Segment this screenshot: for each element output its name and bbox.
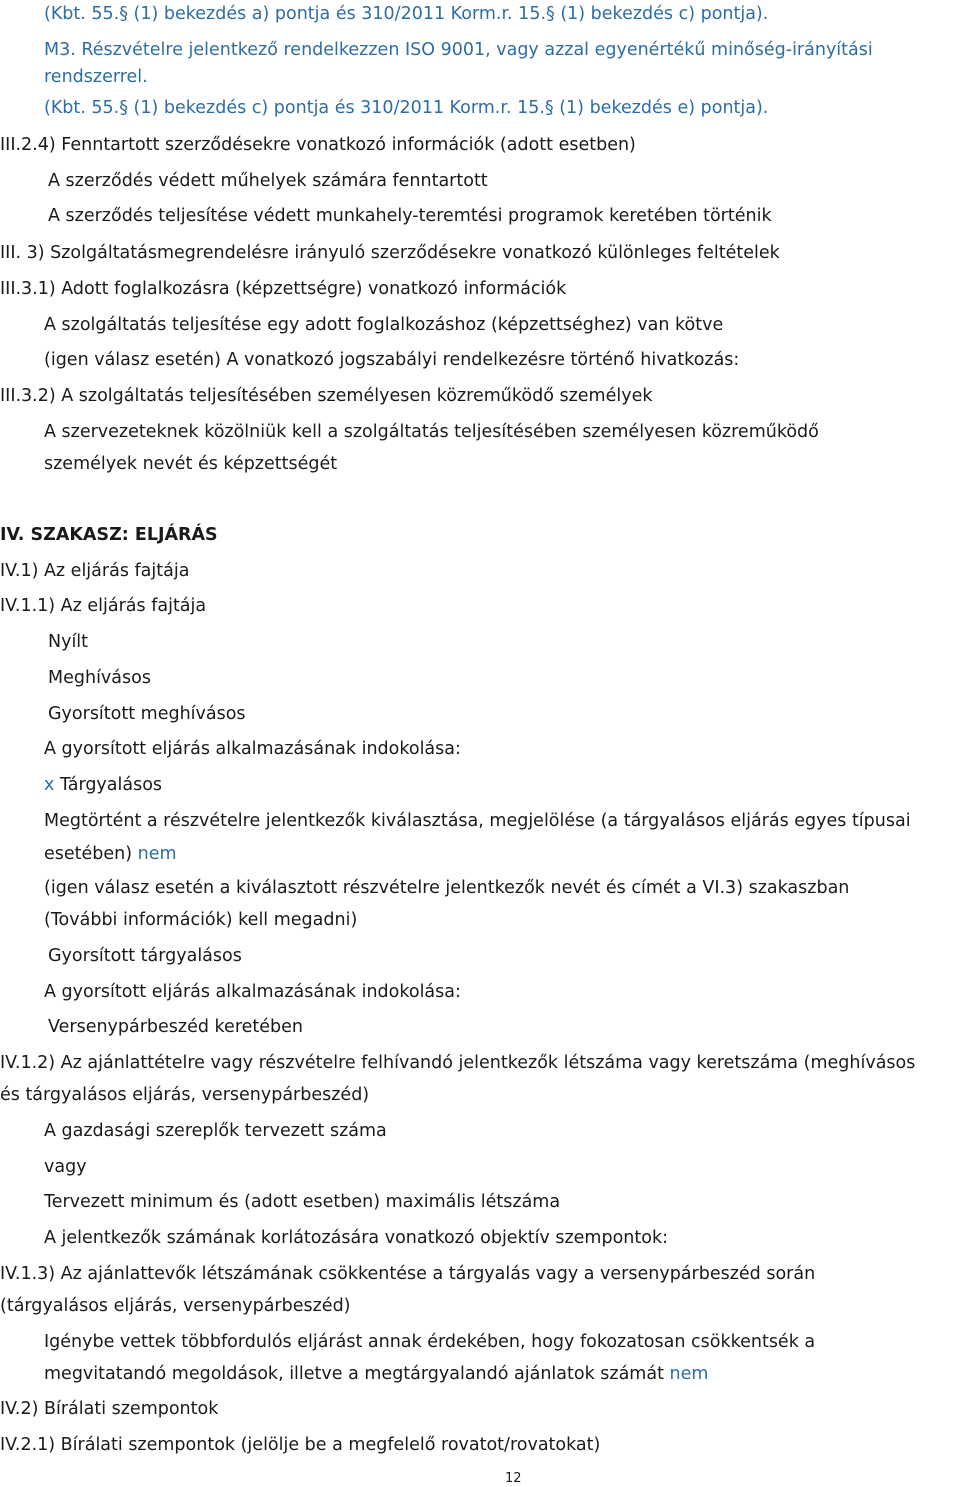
body-text: A gazdasági szereplők tervezett száma — [44, 1121, 387, 1141]
body-text: Megtörtént a részvételre jelentkezők kiválasztása, megjelölése (a tárgyalásos eljárás egyes típusai — [44, 811, 911, 831]
body-text: (igen válasz esetén) A vonatkozó jogszabályi rendelkezésre történő hivatkozás: — [44, 350, 740, 370]
option-text: Gyorsított tárgyalásos — [48, 946, 242, 966]
body-text: A szervezeteknek közölniük kell a szolgáltatás teljesítésében személyesen közreműködő — [44, 422, 819, 442]
body-text: A gyorsított eljárás alkalmazásának indokolása: — [44, 739, 461, 759]
section-heading-iii-3-1: III.3.1) Adott foglalkozásra (képzettségre) vonatkozó információk — [0, 279, 567, 299]
body-text: Igénybe vettek többfordulós eljárást annak érdekében, hogy fokozatosan csökkentsék a — [44, 1332, 816, 1352]
body-text-cont: személyek nevét és képzettségét — [44, 454, 338, 474]
body-text-cont — [44, 844, 177, 864]
option-text: A szerződés védett műhelyek számára fenntartott — [48, 171, 488, 191]
body-text: A szolgáltatás teljesítése egy adott foglalkozáshoz (képzettséghez) van kötve — [44, 315, 724, 335]
page-number: 12 — [505, 1471, 522, 1486]
legal-reference-text: (Kbt. 55.§ (1) bekezdés c) pontja és 310/2011 Korm.r. 15.§ (1) bekezdés e) pontja). — [44, 98, 769, 118]
requirement-m3-text: M3. Részvételre jelentkező rendelkezzen ISO 9001, vagy azzal egyenértékű minőség-irányítási — [44, 40, 873, 60]
body-text: (igen válasz esetén a kiválasztott részvételre jelentkezők nevét és címét a VI.3) szakaszban — [44, 878, 850, 898]
section-heading-iii-3-2: III.3.2) A szolgáltatás teljesítésében személyesen közreműködő személyek — [0, 386, 653, 406]
body-text: A jelentkezők számának korlátozására vonatkozó objektív szempontok: — [44, 1228, 668, 1248]
selected-mark: x — [44, 775, 55, 795]
body-text: vagy — [44, 1157, 87, 1177]
legal-reference-text: (Kbt. 55.§ (1) bekezdés a) pontja és 310/2011 Korm.r. 15.§ (1) bekezdés c) pontja). — [44, 4, 769, 24]
section-heading-iv-2: IV.2) Bírálati szempontok — [0, 1399, 219, 1419]
section-heading-iv-1-1: IV.1.1) Az eljárás fajtája — [0, 596, 207, 616]
section-title-iv: IV. SZAKASZ: ELJÁRÁS — [0, 525, 218, 545]
answer-value: nem — [669, 1364, 709, 1384]
option-text: Meghívásos — [48, 668, 151, 688]
selected-option — [44, 775, 162, 795]
section-heading-iii-3: III. 3) Szolgáltatásmegrendelésre irányuló szerződésekre vonatkozó különleges feltételek — [0, 243, 780, 263]
section-heading-iv-1-3: IV.1.3) Az ajánlattevők létszámának csökkentése a tárgyalás vagy a versenypárbeszéd során — [0, 1264, 816, 1284]
option-text: A szerződés teljesítése védett munkahely-teremtési programok keretében történik — [48, 206, 772, 226]
option-text: Versenypárbeszéd keretében — [48, 1017, 303, 1037]
body-text-cont — [44, 1364, 708, 1384]
section-heading-iv-1-3-cont: (tárgyalásos eljárás, versenypárbeszéd) — [0, 1296, 351, 1316]
answer-value: nem — [137, 844, 177, 864]
option-text: Gyorsított meghívásos — [48, 704, 246, 724]
section-heading-iv-2-1: IV.2.1) Bírálati szempontok (jelölje be a megfelelő rovatot/rovatokat) — [0, 1435, 601, 1455]
option-label: Tárgyalásos — [54, 775, 163, 795]
body-text: Tervezett minimum és (adott esetben) maximális létszáma — [44, 1192, 561, 1212]
option-text: Nyílt — [48, 632, 89, 652]
body-text-cont: (További információk) kell megadni) — [44, 910, 358, 930]
text-fragment: megvitatandó megoldások, illetve a megtárgyalandó ajánlatok számát — [44, 1364, 670, 1384]
section-heading-iv-1-2-cont: és tárgyalásos eljárás, versenypárbeszéd) — [0, 1085, 370, 1105]
section-heading-iv-1-2: IV.1.2) Az ajánlattételre vagy részvételre felhívandó jelentkezők létszáma vagy keretszáma (meghívásos — [0, 1053, 916, 1073]
text-fragment: esetében) — [44, 844, 138, 864]
requirement-m3-text-cont: rendszerrel. — [44, 67, 148, 87]
section-heading-iv-1: IV.1) Az eljárás fajtája — [0, 561, 190, 581]
section-heading-iii-2-4: III.2.4) Fenntartott szerződésekre vonatkozó információk (adott esetben) — [0, 135, 636, 155]
body-text: A gyorsított eljárás alkalmazásának indokolása: — [44, 982, 461, 1002]
